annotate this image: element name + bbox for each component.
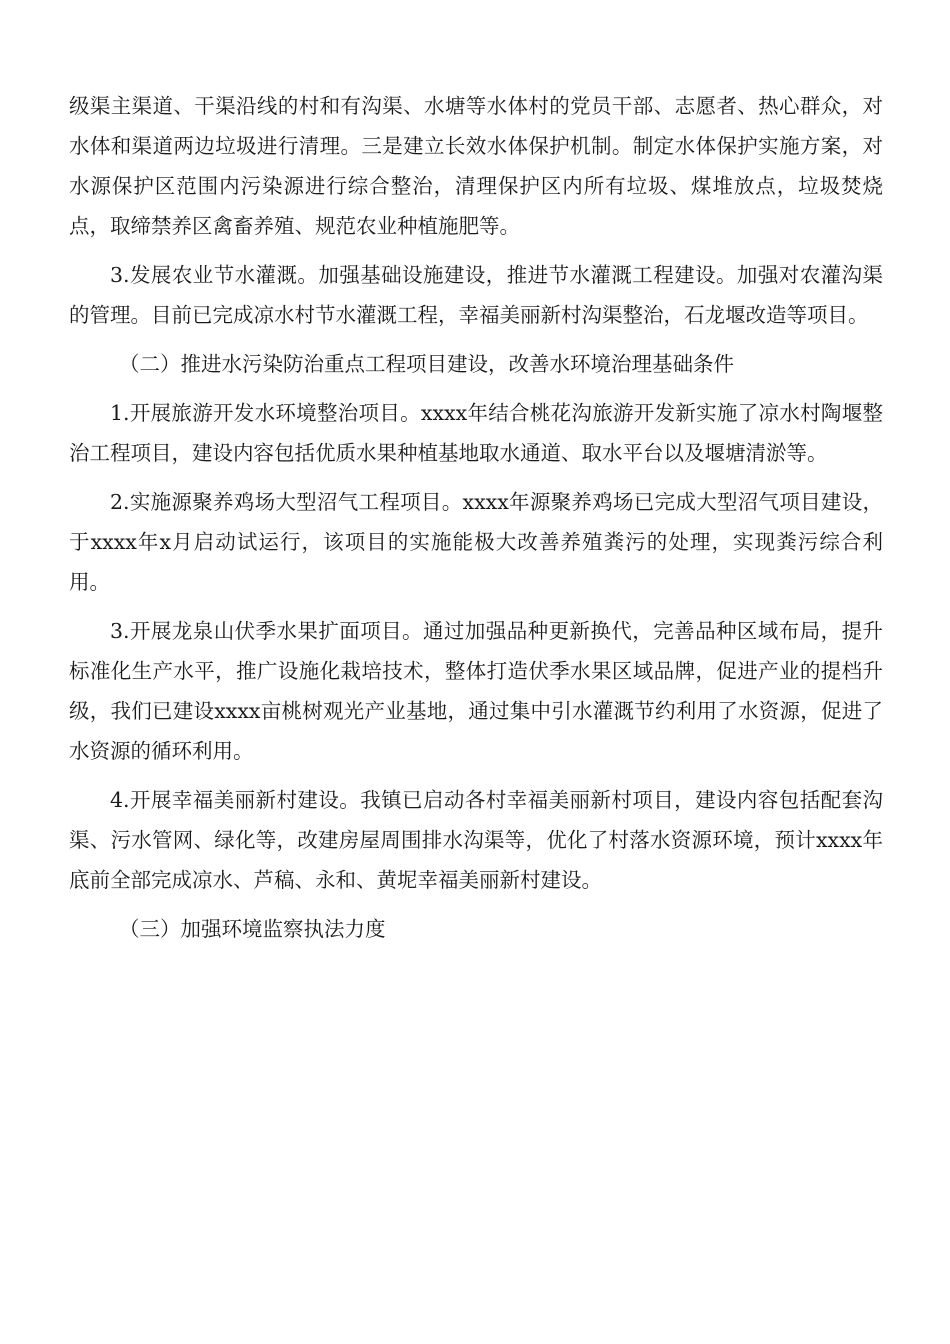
paragraph-item-1-tourism: 1.开展旅游开发水环境整治项目。xxxx年结合桃花沟旅游开发新实施了凉水村陶堰整治工程项目，建设内容包括优质水果种植基地取水通道、取水平台以及堰塘清淤等。 xyxy=(69,401,883,465)
paragraph-item-4-village: 4.开展幸福美丽新村建设。我镇已启动各村幸福美丽新村项目，建设内容包括配套沟渠、污水管网、绿化等，改建房屋周围排水沟渠等，优化了村落水资源环境，预计xxxx年底前全部完成凉水、芦稿、永和、黄坭幸福美丽新村建设。 xyxy=(69,788,883,892)
section-heading-2: （二）推进水污染防治重点工程项目建设，改善水环境治理基础条件 xyxy=(119,352,734,376)
paragraph-item-3-irrigation: 3.发展农业节水灌溉。加强基础设施建设，推进节水灌溉工程建设。加强对农灌沟渠的管理。目前已完成凉水村节水灌溉工程，幸福美丽新村沟渠整治，石龙堰改造等项目。 xyxy=(69,263,883,327)
section-heading-3: （三）加强环境监察执法力度 xyxy=(119,917,386,941)
paragraph-item-3-fruit: 3.开展龙泉山伏季水果扩面项目。通过加强品种更新换代，完善品种区域布局，提升标准化生产水平，推广设施化栽培技术，整体打造伏季水果区域品牌，促进产业的提档升级，我们已建设xxxx亩桃树观光产业基地，通过集中引水灌溉节约利用了水资源，促进了水资源的循环利用。 xyxy=(69,619,883,763)
paragraph-item-2-biogas: 2.实施源聚养鸡场大型沼气工程项目。xxxx年源聚养鸡场已完成大型沼气项目建设，于xxxx年x月启动试运行，该项目的实施能极大改善养殖粪污的处理，实现粪污综合利用。 xyxy=(69,490,883,594)
document-body xyxy=(69,86,883,958)
paragraph-continuation: 级渠主渠道、干渠沿线的村和有沟渠、水塘等水体村的党员干部、志愿者、热心群众，对水体和渠道两边垃圾进行清理。三是建立长效水体保护机制。制定水体保护实施方案，对水源保护区范围内污染源进行综合整治，清理保护区内所有垃圾、煤堆放点，垃圾焚烧点，取缔禁养区禽畜养殖、规范农业种植施肥等。 xyxy=(69,94,883,238)
